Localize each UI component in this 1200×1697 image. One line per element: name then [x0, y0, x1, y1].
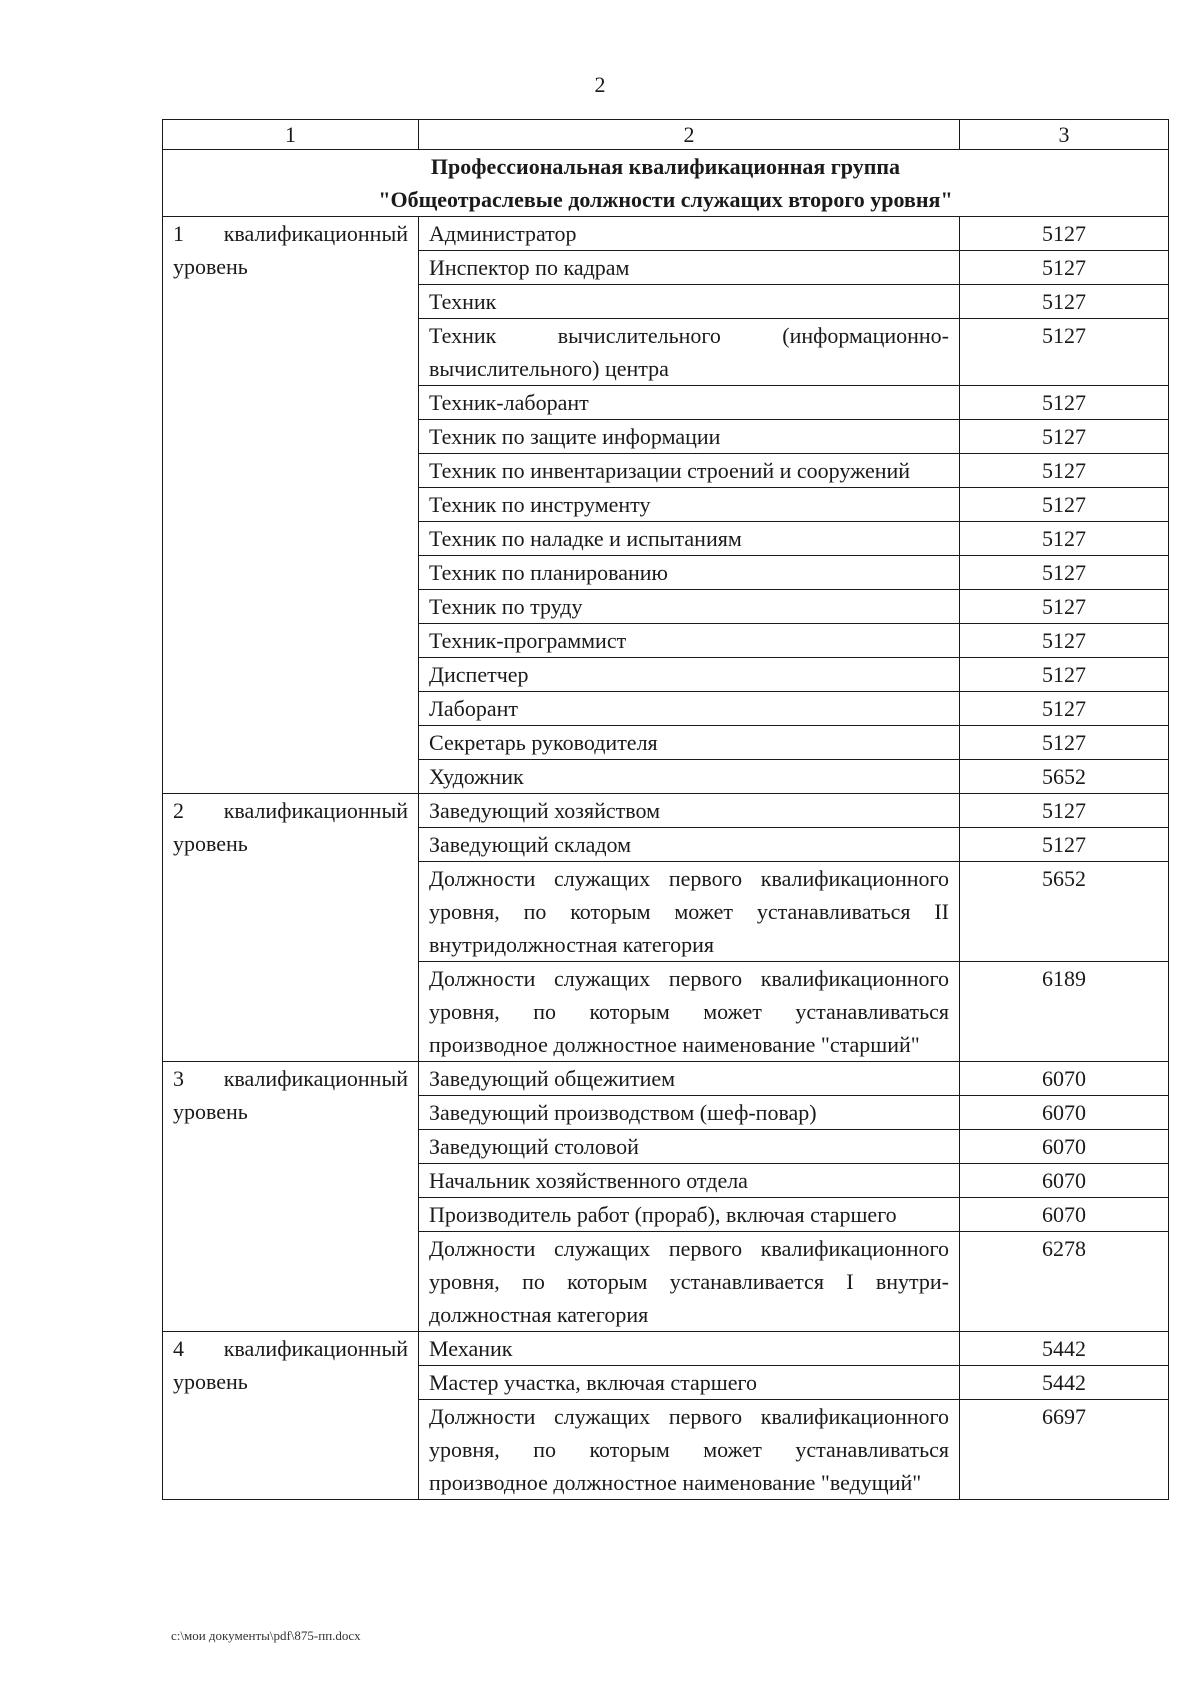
- position-name: Заведующий складом: [419, 828, 960, 862]
- qualification-level-label: 2 квалификационный уровень: [163, 794, 419, 1062]
- position-name: Заведующий столовой: [419, 1130, 960, 1164]
- salary-value: 6697: [960, 1400, 1169, 1500]
- position-name: Администратор: [419, 217, 960, 251]
- table-row: [163, 1332, 1169, 1366]
- column-header-row: [163, 120, 1169, 150]
- position-name: Художник: [419, 760, 960, 794]
- position-name: Техник по защите информации: [419, 420, 960, 454]
- salary-value: 6070: [960, 1198, 1169, 1232]
- page-number: 2: [594, 72, 606, 97]
- salary-value: 5442: [960, 1366, 1169, 1400]
- position-name: Начальник хозяйственного отдела: [419, 1164, 960, 1198]
- salary-value: 5127: [960, 386, 1169, 420]
- position-name: Заведующий производством (шеф-повар): [419, 1096, 960, 1130]
- salary-value: 5127: [960, 251, 1169, 285]
- salary-value: 5127: [960, 590, 1169, 624]
- group-title-cell: [163, 150, 1169, 217]
- salary-value: 5127: [960, 319, 1169, 386]
- column-header-1: 1: [163, 120, 419, 150]
- qualification-level-label: 3 квалификационный уровень: [163, 1062, 419, 1332]
- footer-file-path: c:\мои документы\pdf\875-пп.docx: [171, 1628, 361, 1643]
- salary-value: 6070: [960, 1096, 1169, 1130]
- column-header-3: 3: [960, 120, 1169, 150]
- position-name: Секретарь руководителя: [419, 726, 960, 760]
- table-row: [163, 794, 1169, 828]
- position-name: Заведующий хозяйством: [419, 794, 960, 828]
- position-name: Механик: [419, 1332, 960, 1366]
- position-name: Техник по планированию: [419, 556, 960, 590]
- salary-value: 5127: [960, 658, 1169, 692]
- salary-value: 5442: [960, 1332, 1169, 1366]
- position-name: Техник вычислительного (информационно-вычислительного) центра: [419, 319, 960, 386]
- salary-value: 6070: [960, 1164, 1169, 1198]
- salary-value: 6189: [960, 962, 1169, 1062]
- table-row: [163, 1062, 1169, 1096]
- salary-value: 6070: [960, 1062, 1169, 1096]
- position-name: Должности служащих первого квалификационного уровня, по которым может устанавливаться производное должностное наименование "ведущий": [419, 1400, 960, 1500]
- position-name: Техник-программист: [419, 624, 960, 658]
- salary-value: 5127: [960, 217, 1169, 251]
- group-subtitle: "Общеотраслевые должности служащих второго уровня": [378, 187, 953, 212]
- position-name: Производитель работ (прораб), включая старшего: [419, 1198, 960, 1232]
- position-name: Техник по наладке и испытаниям: [419, 522, 960, 556]
- table-body: [163, 120, 1169, 1500]
- position-name: Должности служащих первого квалификационного уровня, по которым может устанавливаться II внутридолжностная категория: [419, 862, 960, 962]
- salary-value: 5127: [960, 828, 1169, 862]
- position-name: Техник по инвентаризации строений и сооружений: [419, 454, 960, 488]
- salary-value: 5127: [960, 522, 1169, 556]
- table-row: [163, 217, 1169, 251]
- qualification-level-label: 1 квалификационный уровень: [163, 217, 419, 794]
- salary-value: 5652: [960, 862, 1169, 962]
- position-name: Мастер участка, включая старшего: [419, 1366, 960, 1400]
- salary-value: 5127: [960, 454, 1169, 488]
- salary-value: 5127: [960, 488, 1169, 522]
- salary-value: 5652: [960, 760, 1169, 794]
- position-name: Техник-лаборант: [419, 386, 960, 420]
- salary-value: 6278: [960, 1232, 1169, 1332]
- position-name: Диспетчер: [419, 658, 960, 692]
- position-name: Должности служащих первого квалификационного уровня, по которым может устанавливаться производное должностное наименование "старший": [419, 962, 960, 1062]
- salary-value: 5127: [960, 692, 1169, 726]
- position-name: Лаборант: [419, 692, 960, 726]
- salary-value: 6070: [960, 1130, 1169, 1164]
- salary-value: 5127: [960, 556, 1169, 590]
- group-title-row: [163, 150, 1169, 217]
- qualification-level-label: 4 квалификационный уровень: [163, 1332, 419, 1500]
- salary-value: 5127: [960, 624, 1169, 658]
- salary-table: [162, 119, 1169, 1500]
- salary-value: 5127: [960, 285, 1169, 319]
- salary-value: 5127: [960, 726, 1169, 760]
- position-name: Должности служащих первого квалификационного уровня, по которым устанавливается I внутри-должностная категория: [419, 1232, 960, 1332]
- position-name: Техник по труду: [419, 590, 960, 624]
- salary-value: 5127: [960, 420, 1169, 454]
- position-name: Инспектор по кадрам: [419, 251, 960, 285]
- position-name: Техник по инструменту: [419, 488, 960, 522]
- salary-value: 5127: [960, 794, 1169, 828]
- position-name: Техник: [419, 285, 960, 319]
- group-title: Профессиональная квалификационная группа: [430, 154, 901, 179]
- column-header-2: 2: [419, 120, 960, 150]
- position-name: Заведующий общежитием: [419, 1062, 960, 1096]
